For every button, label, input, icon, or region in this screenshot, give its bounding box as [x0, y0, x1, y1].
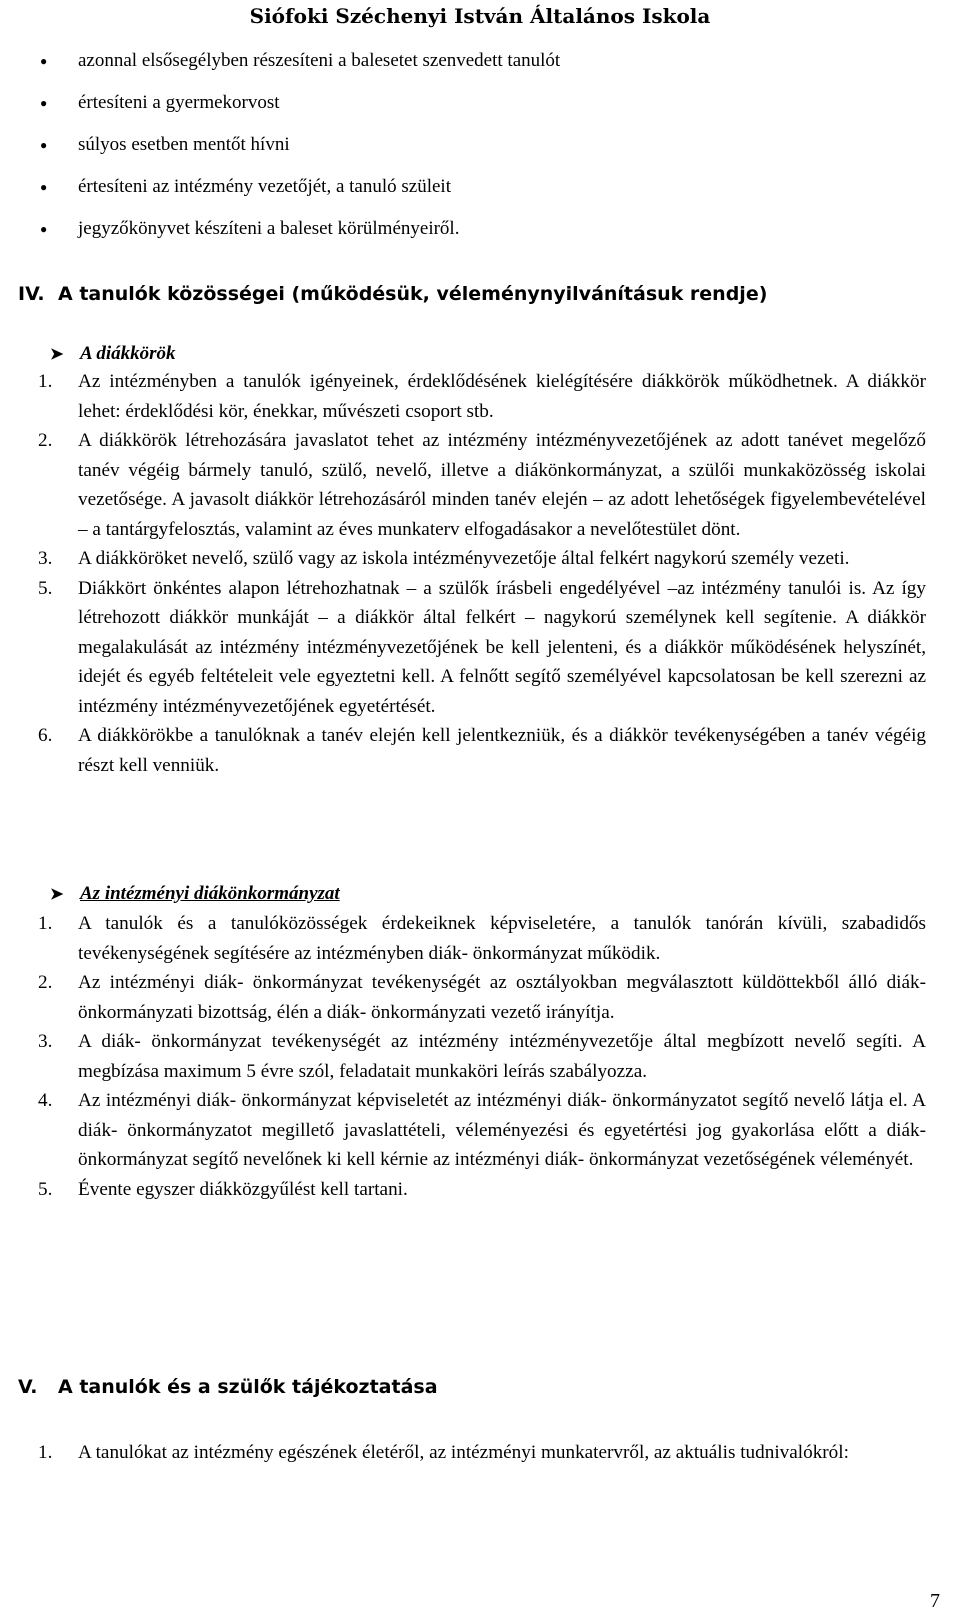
item-text: Az intézményi diák- önkormányzat tevékenységét az osztályokban megválasztott küldöttekből álló diák- önkormányzati bizottság, élén a diák- önkormányzati vezető irányítja.	[78, 972, 926, 1023]
item-number: 1.	[38, 1442, 53, 1463]
item-text: A diákkörök létrehozására javaslatot tehet az intézmény intézményvezetőjének az adott tanévet megelőző tanév végéig bármely tanuló, szülő, nevelő, illetve a diákönkormányzat, a szülői munkaközösség iskolai vezetősége. A javasolt diákkör létrehozásáról minden tanév elején – az adott lehetőségek figyelembevételével – a tantárgyfelosztás, valamint az éves munkaterv elfogadásakor a nevelőtestület dönt.	[78, 430, 926, 540]
item-number: 1.	[38, 371, 53, 392]
bullet-item: ● azonnal elsősegélyben részesíteni a balesetet szenvedett tanulót	[38, 46, 938, 88]
item-text: Az intézményi diák- önkormányzat képviseletét az intézményi diák- önkormányzatot segítő nevelő látja el. A diák- önkormányzatot megillető javaslattételi, véleményezési és egyetértési jog gyakorlása előtt a diák- önkormányzat segítő nevelőnek ki kell kérnie az intézményi diák- önkormányzat vezetőségének véleményét.	[78, 1090, 926, 1170]
item-number: 1.	[38, 913, 53, 934]
section-title: A tanulók és a szülők tájékoztatása	[58, 1376, 438, 1398]
list-item	[38, 367, 926, 426]
item-number: 6.	[38, 725, 53, 746]
item-text: A tanulókat az intézmény egészének életéről, az intézményi munkatervről, az aktuális tudnivalókról:	[78, 1442, 849, 1463]
section-heading-v	[18, 1376, 438, 1398]
item-number: 3.	[38, 1031, 53, 1052]
item-text: A diák- önkormányzat tevékenységét az intézmény intézményvezetője által megbízott nevelő segíti. A megbízása maximum 5 évre szól, feladatait munkaköri leírás szabályozza.	[78, 1031, 926, 1082]
item-number: 5.	[38, 1178, 53, 1200]
item-number: 2.	[38, 972, 53, 993]
page-header: Siófoki Széchenyi István Általános Iskola	[249, 4, 711, 28]
list-item	[38, 909, 926, 968]
bullet-item: ● súlyos esetben mentőt hívni	[38, 130, 938, 172]
arrow-bullet-icon: ➤	[50, 346, 64, 363]
item-number: 4.	[38, 1090, 53, 1111]
list-item	[38, 1438, 926, 1468]
subheading-diakonkormanyzat	[50, 883, 340, 905]
arrow-bullet-icon: ➤	[50, 886, 64, 903]
tajekoztatas-list	[38, 1438, 926, 1468]
diakkorok-list	[38, 367, 926, 780]
list-item	[38, 426, 926, 544]
bullet-list	[38, 46, 938, 256]
subheading-title: A diákkörök	[80, 343, 176, 364]
bullet-item: ● értesíteni a gyermekorvost	[38, 88, 938, 130]
item-number: 5.	[38, 577, 53, 599]
bullet-item: ● jegyzőkönyvet készíteni a baleset körülményeiről.	[38, 214, 938, 256]
list-item	[38, 721, 926, 780]
page-number: 7	[930, 1590, 940, 1612]
item-text: Az intézményben a tanulók igényeinek, érdeklődésének kielégítésére diákkörök működhetnek. A diákkör lehet: érdeklődési kör, énekkar, művészeti csoport stb.	[78, 371, 926, 422]
item-text: A diákkörökbe a tanulóknak a tanév elején kell jelentkezniük, és a diákkör tevékenységében a tanév végéig részt kell venniük.	[78, 725, 926, 776]
list-item	[38, 574, 926, 722]
item-text: A tanulók és a tanulóközösségek érdekeiknek képviseletére, a tanulók tanórán kívüli, szabadidős tevékenységének segítésére az intézményben diák- önkormányzat működik.	[78, 913, 926, 964]
section-heading-iv	[18, 283, 767, 305]
bullet-item: ● értesíteni az intézmény vezetőjét, a tanuló szüleit	[38, 172, 938, 214]
list-item	[38, 968, 926, 1027]
list-item	[38, 1175, 926, 1205]
section-title: A tanulók közösségei (működésük, véleménynyilvánításuk rendje)	[58, 283, 768, 305]
item-number: 3.	[38, 548, 53, 569]
item-text: A diákköröket nevelő, szülő vagy az iskola intézményvezetője által felkért nagykorú személy vezeti.	[78, 548, 850, 569]
diakonkormanyzat-list	[38, 909, 926, 1204]
item-number: 2.	[38, 430, 53, 451]
item-text: Évente egyszer diákközgyűlést kell tartani.	[78, 1178, 408, 1200]
list-item	[38, 1027, 926, 1086]
list-item	[38, 1086, 926, 1175]
section-number: IV.	[18, 283, 45, 305]
item-text: Diákkört önkéntes alapon létrehozhatnak – a szülők írásbeli engedélyével –az intézmény tanulói is. Az így létrehozott diákkör munkáját – a diákkör által felkért – nagykorú személynek kell segítenie. A diákkör megalakulását az intézmény intézményvezetőjének be kell jelenteni, és a diákkör működésének helyszínét, idejét és egyéb feltételeit vele egyeztetni kell. A felnőtt segítő személyével kapcsolatosan be kell szerezni az intézmény intézményvezetőjének egyetértését.	[78, 577, 926, 717]
list-item	[38, 544, 926, 574]
section-number: V.	[18, 1376, 38, 1398]
subheading-title: Az intézményi diákönkormányzat	[80, 883, 340, 904]
subheading-diakkorok	[50, 343, 176, 365]
